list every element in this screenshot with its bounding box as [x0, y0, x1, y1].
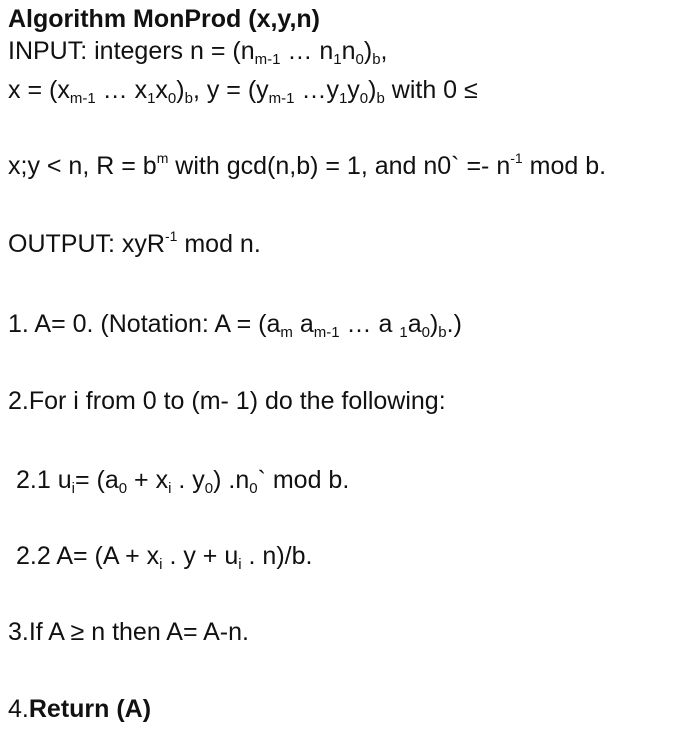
text: OUTPUT: xyR — [8, 230, 165, 258]
subscript: 0 — [249, 480, 258, 497]
text: with 0 ≤ — [384, 76, 478, 104]
text: …y — [294, 76, 339, 104]
subscript: i — [238, 556, 242, 573]
text: n — [341, 37, 356, 65]
text: with gcd(n,b) = 1, and n0` =- n — [168, 152, 511, 180]
text: … n — [280, 37, 334, 65]
subscript: 1 — [338, 90, 348, 107]
subscript: m-1 — [268, 90, 295, 107]
subscript: m-1 — [69, 90, 96, 107]
text: 2.1 u — [16, 466, 72, 494]
step-2-1 — [16, 465, 349, 499]
text: + x — [127, 466, 169, 494]
subscript: 0 — [204, 480, 214, 497]
text: . y — [171, 466, 205, 494]
superscript: -1 — [510, 150, 523, 166]
text: = (a — [74, 466, 119, 494]
subscript: i — [71, 480, 75, 497]
text: . n)/b. — [241, 542, 313, 570]
subscript: b — [376, 90, 385, 107]
text: ) — [363, 37, 373, 65]
text: y — [347, 76, 360, 104]
text: x;y < n, R = b — [8, 152, 157, 180]
subscript: i — [159, 556, 163, 573]
text: 1. A= 0. (Notation: A = (a — [8, 310, 281, 338]
step-1 — [8, 309, 462, 343]
algorithm-title: Algorithm MonProd (x,y,n) — [8, 5, 321, 33]
text: mod b. — [522, 152, 607, 180]
superscript: -1 — [164, 228, 178, 244]
text: 4. — [8, 695, 29, 723]
text: … x — [95, 76, 148, 104]
step-4 — [8, 694, 151, 724]
output-line — [8, 229, 261, 262]
text: ) — [368, 76, 377, 104]
subscript: 1 — [147, 90, 156, 107]
step-3: 3.If A ≥ n then A= A-n. — [8, 618, 249, 646]
text: ) — [429, 310, 439, 338]
subscript: 1 — [333, 51, 342, 68]
subscript: 0 — [359, 90, 369, 107]
subscript: b — [438, 324, 447, 341]
text: , — [380, 37, 388, 65]
text: a — [407, 310, 422, 338]
text: ) — [176, 76, 185, 104]
return-text: Return (A) — [28, 695, 152, 723]
text: x = (x — [8, 76, 70, 104]
text: , y = (y — [192, 76, 269, 104]
input-line-1 — [8, 36, 388, 70]
text: INPUT: integers n = (n — [8, 37, 255, 65]
text: . y + u — [162, 542, 239, 570]
text: 2.2 A= (A + x — [16, 542, 160, 570]
superscript: m — [156, 150, 169, 166]
subscript: 0 — [118, 480, 128, 497]
input-line-3 — [8, 151, 606, 184]
text: … a — [339, 310, 400, 338]
subscript: m-1 — [313, 324, 340, 341]
step-2-2 — [16, 541, 312, 575]
subscript: b — [184, 90, 193, 107]
text: mod n. — [177, 230, 261, 258]
text: ` mod b. — [257, 466, 350, 494]
subscript: b — [372, 51, 381, 68]
subscript: 1 — [399, 324, 408, 341]
subscript: 0 — [355, 51, 364, 68]
step-2: 2.For i from 0 to (m- 1) do the following: — [8, 387, 446, 415]
input-line-2 — [8, 75, 478, 109]
text: ) .n — [213, 466, 250, 494]
text: .) — [446, 310, 462, 338]
subscript: 0 — [421, 324, 430, 341]
text: a — [292, 310, 314, 338]
text: x — [155, 76, 168, 104]
subscript: i — [168, 480, 172, 497]
subscript: m — [280, 324, 293, 341]
subscript: m-1 — [254, 51, 281, 68]
subscript: 0 — [167, 90, 177, 107]
